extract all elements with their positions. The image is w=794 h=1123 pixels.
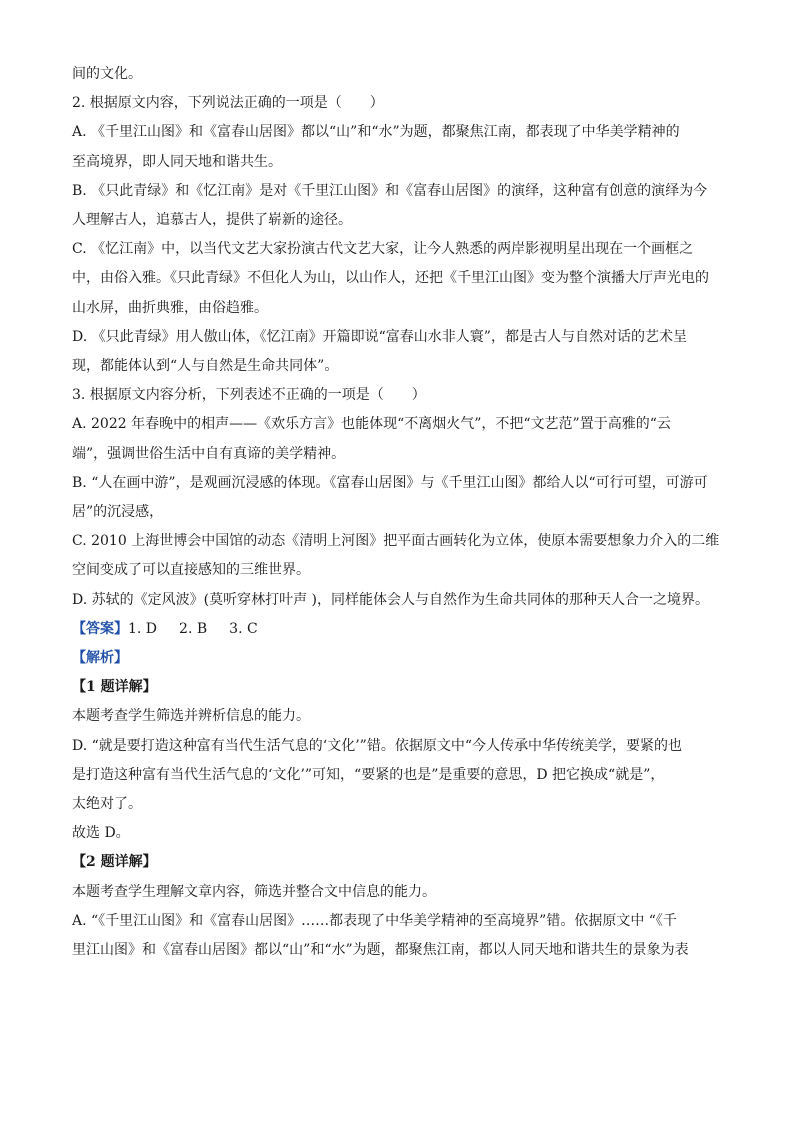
option-3a-line-2: 端”，强调世俗生活中自有真谛的美学精神。 — [72, 445, 346, 462]
q1-line-2: D. “就是要打造这种富有当代生活气息的‘文化’”错。依据原文中“今人传承中华传统美学，要紧的也 — [72, 737, 682, 754]
answer-item-3: 3. C — [229, 620, 258, 637]
option-2b-line-2: 人理解古人，追慕古人，提供了崭新的途径。 — [72, 212, 352, 229]
option-2a-line-1: A. 《千里江山图》和《富春山居图》都以“山”和“水”为题，都聚焦江南，都表现了中华美学精神的 — [72, 124, 680, 141]
q1-heading: 【1 题详解】 — [72, 679, 157, 696]
option-3a-line-1: A. 2022 年春晚中的相声——《欢乐方言》也能体现“不离烟火气”，不把“文艺范”置于高雅的“云 — [72, 416, 671, 433]
q1-line-4: 太绝对了。 — [72, 796, 142, 813]
option-2b-line-1: B. 《只此青绿》和《忆江南》是对《千里江山图》和《富春山居图》的演绎，这种富有创意的演绎为今 — [72, 182, 708, 199]
text-line: 间的文化。 — [72, 66, 142, 82]
answer-item-1: 1. D — [128, 620, 158, 637]
option-2a-line-2: 至高境界，即人同天地和谐共生。 — [72, 153, 282, 170]
option-3c-line-2: 空间变成了可以直接感知的三维世界。 — [72, 562, 310, 579]
answer-tag: 【答案】 — [72, 620, 128, 637]
answer-line — [72, 615, 724, 644]
option-3b-line-2: 居”的沉浸感， — [72, 504, 164, 521]
q2-line-1: 本题考查学生理解文章内容，筛选并整合文中信息的能力。 — [72, 883, 436, 900]
option-2c-line-2: 中，由俗入雅。《只此青绿》不但化人为山，以山作人，还把《千里江山图》变为整个演播大厅声光电的 — [72, 270, 709, 287]
answer-item-2: 2. B — [179, 620, 208, 637]
question-3-stem: 3. 根据原文内容分析，下列表述不正确的一项是（ ） — [72, 387, 426, 404]
option-2d-line-1: D. 《只此青绿》用人傲山体，《忆江南》开篇即说“富春山水非人寰”，都是古人与自然对话的艺术呈 — [72, 328, 687, 345]
q1-line-5: 故选 D。 — [72, 825, 130, 842]
option-3c-line-1: C. 2010 上海世博会中国馆的动态《清明上河图》把平面古画转化为立体，使原本需要想象力介入的二维 — [72, 533, 720, 550]
option-2c-line-1: C. 《忆江南》中，以当代文艺大家扮演古代文艺大家，让今人熟悉的两岸影视明星出现在一个画框之 — [72, 241, 694, 258]
question-2-stem: 2. 根据原文内容，下列说法正确的一项是（ ） — [72, 95, 384, 112]
q2-line-2: A. “《千里江山图》和《富春山居图》……都表现了中华美学精神的至高境界”错。依据原文中 “《千 — [72, 912, 677, 929]
q2-heading: 【2 题详解】 — [72, 854, 157, 871]
option-2d-line-2: 现，都能体认到“人与自然是生命共同体”。 — [72, 358, 339, 375]
q2-line-3: 里江山图》和《富春山居图》都以“山”和“水”为题，都聚焦江南，都以人同天地和谐共生的景象为表 — [72, 942, 689, 959]
q1-line-1: 本题考查学生筛选并辨析信息的能力。 — [72, 708, 310, 725]
option-3b-line-1: B. “人在画中游”，是观画沉浸感的体现。《富春山居图》与《千里江山图》都给人以“可行可望，可游可 — [72, 474, 708, 491]
q1-line-3: 是打造这种富有当代生活气息的‘文化’”可知，“要紧的也是”是重要的意思，D 把它换成“就是”， — [72, 766, 665, 783]
analysis-line — [72, 644, 724, 673]
option-2c-line-3: 山水屏，曲折典雅，由俗趋雅。 — [72, 299, 268, 316]
analysis-tag: 【解析】 — [72, 650, 128, 667]
option-3d-line-1: D. 苏轼的《定风波》(莫听穿林打叶声 )，同样能体会人与自然作为生命共同体的那种天人合一之境界。 — [72, 591, 709, 608]
